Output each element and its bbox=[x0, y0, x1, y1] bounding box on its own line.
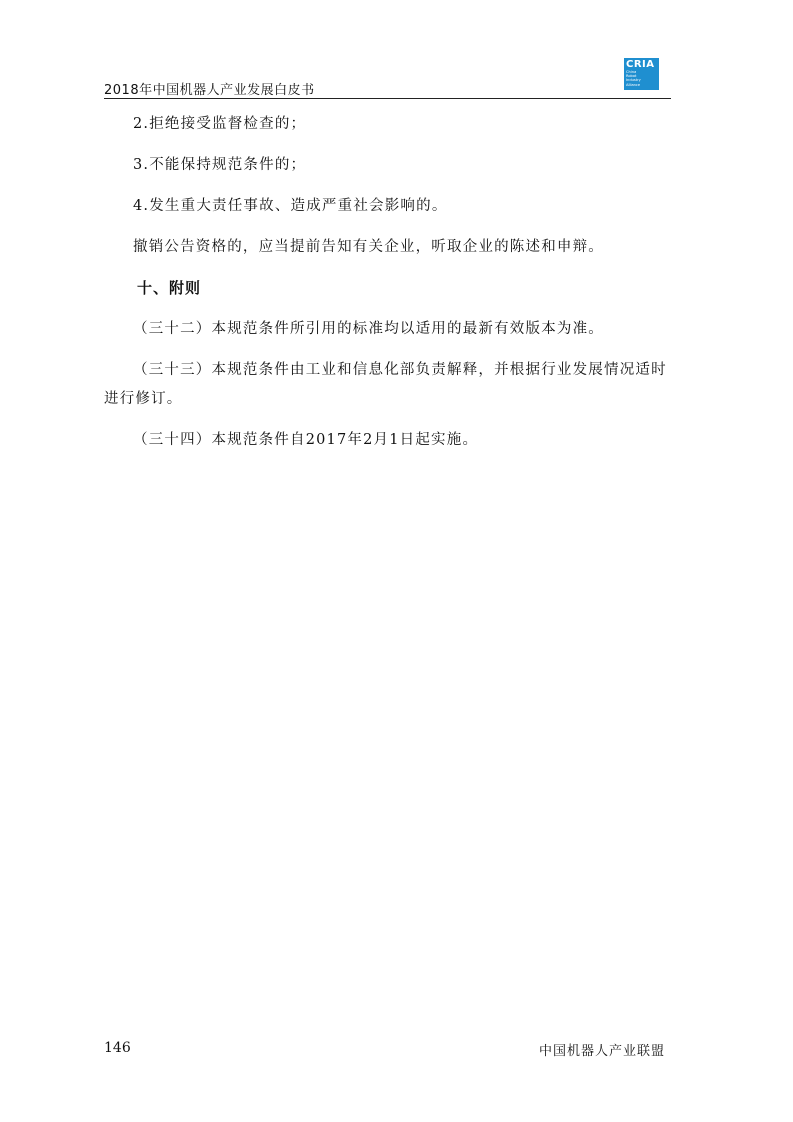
paragraph: 4.发生重大责任事故、造成严重社会影响的。 bbox=[133, 198, 448, 214]
paragraph: 2.拒绝接受监督检查的； bbox=[133, 116, 307, 132]
cria-logo bbox=[624, 58, 659, 90]
page-number: 146 bbox=[104, 1040, 131, 1056]
article-paragraph: （三十四）本规范条件自2017年2月1日起实施。 bbox=[133, 432, 479, 448]
article-paragraph: （三十三）本规范条件由工业和信息化部负责解释，并根据行业发展情况适时进行修订。 bbox=[104, 362, 667, 407]
article-paragraph: （三十二）本规范条件所引用的标准均以适用的最新有效版本为准。 bbox=[133, 321, 604, 337]
logo-line: China bbox=[626, 70, 637, 74]
logo-line: Robot bbox=[626, 74, 637, 79]
paragraph: 3.不能保持规范条件的； bbox=[133, 157, 307, 173]
header-divider bbox=[104, 98, 671, 99]
footer-organization: 中国机器人产业联盟 bbox=[538, 1044, 665, 1059]
logo-line: Industry bbox=[626, 78, 641, 83]
header-title: 2018年中国机器人产业发展白皮书 bbox=[104, 83, 315, 98]
paragraph: 撤销公告资格的，应当提前告知有关企业，听取企业的陈述和申辩。 bbox=[133, 239, 604, 255]
logo-text: CRIA bbox=[626, 59, 655, 70]
document-body bbox=[104, 110, 671, 467]
section-heading: 十、附则 bbox=[137, 279, 202, 297]
logo-line: Alliance bbox=[626, 82, 641, 87]
